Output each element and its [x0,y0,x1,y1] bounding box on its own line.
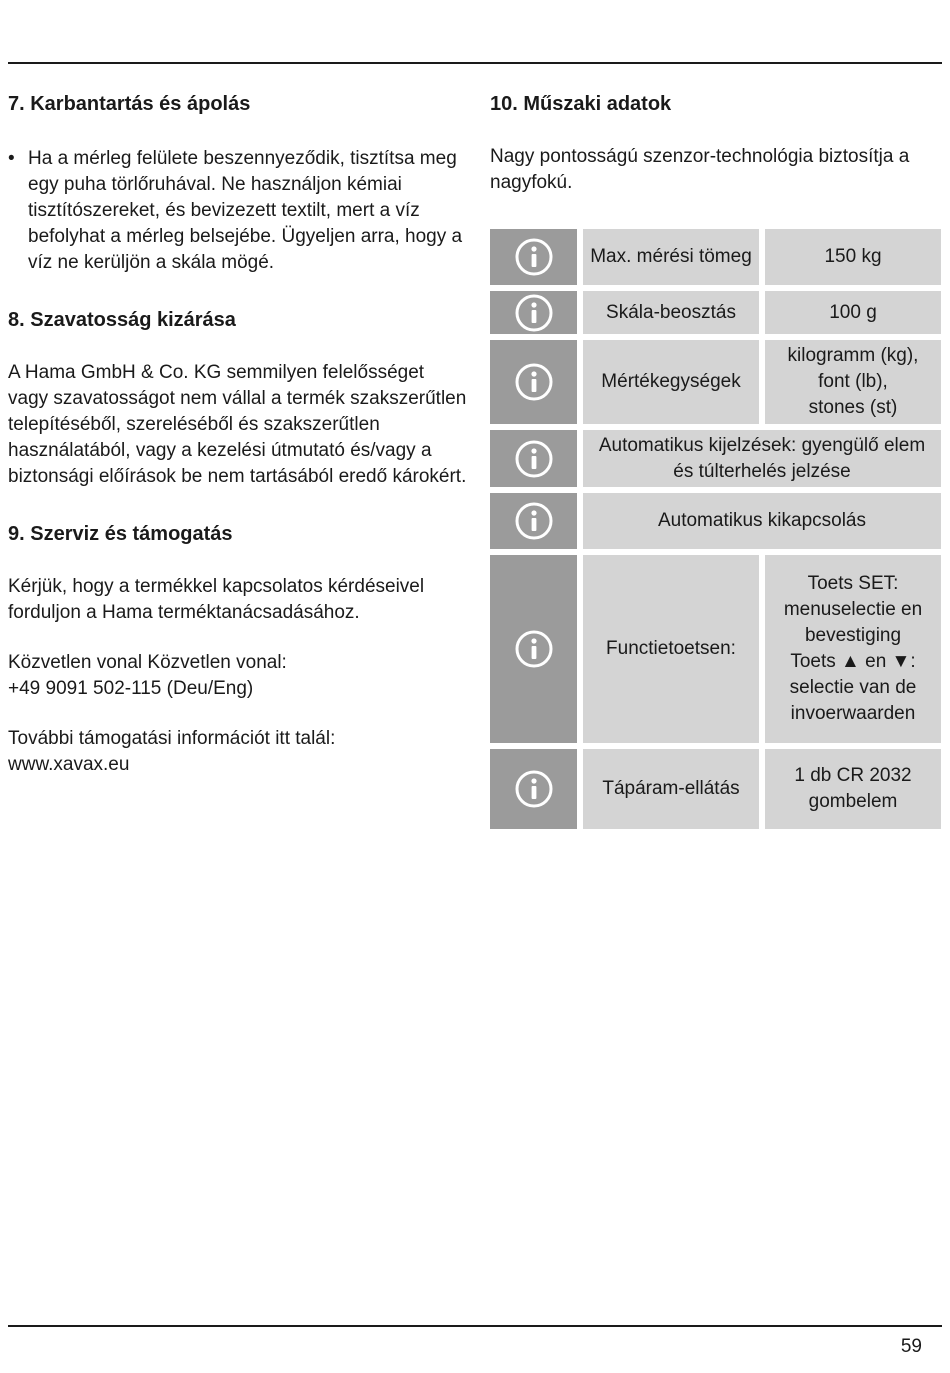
auto-indicators-line-1: Automatikus kijelzések: gyengülő elem [598,434,926,456]
support-label: További támogatási információt itt talál: [8,728,336,749]
function-line-1: Toets SET: [807,573,899,594]
bottom-rule [8,1325,942,1327]
spec-table [490,229,942,835]
power-line-1: 1 db CR 2032 [794,765,912,786]
info-icon [490,340,577,424]
auto-indicators-line-2: és túlterhelés jelzése [673,460,851,482]
spec-row-max-weight [490,229,942,285]
info-icon [490,430,577,487]
hotline-number: +49 9091 502-115 (Deu/Eng) [8,678,254,699]
function-line-3: bevestiging [804,625,902,646]
function-line-6: invoerwaarden [790,703,916,724]
units-kg: kilogramm (kg), [787,345,919,366]
spec-row-function-keys [490,555,942,743]
left-column [8,88,468,778]
info-icon [490,749,577,829]
spec-label: Max. mérési tömeg [583,229,759,285]
section-8-title: 8. Szavatosság kizárása [8,309,236,331]
spec-label: Skála-beosztás [583,291,759,334]
info-icon [490,493,577,549]
section-7-title: 7. Karbantartás és ápolás [8,93,251,115]
spec-row-scale [490,291,942,334]
spec-row-auto-indicators [490,430,942,487]
function-line-4: Toets ▲ en ▼: [790,651,916,672]
function-line-2: menuselectie en [783,599,923,620]
spec-merged-text: Automatikus kikapcsolás [583,493,941,549]
spec-value: 150 kg [765,229,941,285]
section-10-intro: Nagy pontosságú szenzor-technológia biztosítja a nagyfokú. [490,146,910,193]
spec-value [765,340,941,424]
right-column [490,88,942,196]
spec-value: 100 g [765,291,941,334]
spec-label: Tápáram-ellátás [583,749,759,829]
info-icon [490,555,577,743]
power-line-2: gombelem [808,791,898,812]
spec-value [765,555,941,743]
bullet-dot-icon: • [8,148,15,169]
section-7-text: Ha a mérleg felülete beszennyeződik, tisztítsa meg egy puha törlőruhával. Ne használjon kémiai tisztítószereket, és bevizezett textilt, mert a víz befolyhat a mérleg belsejébe. Ügyeljen arra, hogy a víz ne kerüljön a skála mögé. [28,148,463,273]
section-9-hotline [8,650,468,702]
top-rule [8,62,942,64]
units-st: stones (st) [808,397,898,418]
section-7-bullet [8,146,468,276]
section-10-title: 10. Műszaki adatok [490,93,672,115]
section-9-title: 9. Szerviz és támogatás [8,523,233,545]
hotline-label: Közvetlen vonal Közvetlen vonal: [8,652,287,673]
units-lb: font (lb), [818,371,888,392]
spec-label: Mértékegységek [583,340,759,424]
info-icon [490,291,577,334]
support-url: www.xavax.eu [8,754,130,775]
spec-value [765,749,941,829]
function-line-5: selectie van de [789,677,917,698]
spec-row-power [490,749,942,829]
section-9-support [8,726,468,778]
page-number: 59 [900,1336,922,1357]
spec-label: Functietoetsen: [583,555,759,743]
spec-row-units [490,340,942,424]
info-icon [490,229,577,285]
section-8-text: A Hama GmbH & Co. KG semmilyen felelősséget vagy szavatosságot nem vállal a termék szakszerűtlen telepítéséből, szereléséből és szakszerűtlen használatából, vagy a kezelési útmutató és/vagy a biztonsági előírások be nem tartásából eredő károkért. [8,362,467,487]
section-9-paragraph-1: Kérjük, hogy a termékkel kapcsolatos kérdéseivel forduljon a Hama terméktanácsadásához. [8,576,425,623]
spec-merged-text [583,430,941,487]
spec-row-auto-off [490,493,942,549]
